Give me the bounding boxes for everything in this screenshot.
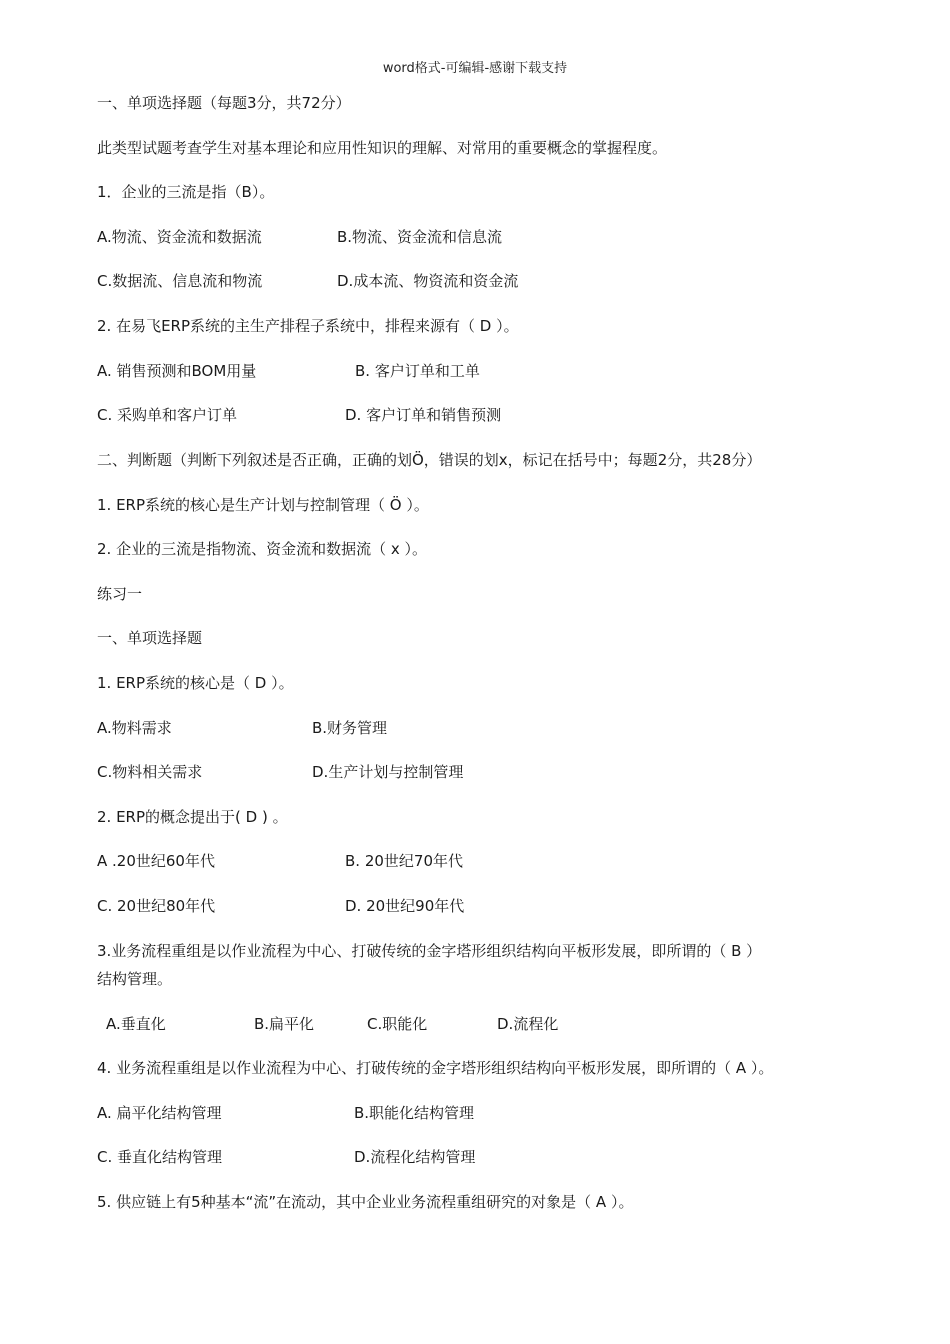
option-b: B. 客户订单和工单	[355, 362, 480, 380]
section1-title: 一、单项选择题（每题3分，共72分）	[97, 94, 351, 112]
option-d: D. 20世纪90年代	[345, 897, 465, 915]
option-d: D. 客户订单和销售预测	[345, 406, 502, 424]
practice-question-2-options-row1	[97, 851, 857, 871]
option-b: B.职能化结构管理	[354, 1104, 475, 1122]
practice-question-5: 5. 供应链上有5种基本“流”在流动，其中企业业务流程重组研究的对象是（ A ）。	[97, 1193, 634, 1211]
practice-section-title: 一、单项选择题	[97, 629, 203, 647]
true-false-1: 1. ERP系统的核心是生产计划与控制管理（ Ö ）。	[97, 496, 429, 514]
option-d: D.成本流、物资流和资金流	[337, 272, 519, 290]
option-c: C. 垂直化结构管理	[97, 1148, 223, 1166]
option-d: D.流程化结构管理	[354, 1148, 476, 1166]
practice-question-1-options-row1	[97, 718, 857, 738]
practice-question-2: 2. ERP的概念提出于( D ) 。	[97, 808, 288, 826]
option-d: D.生产计划与控制管理	[312, 763, 464, 781]
option-a: A.物料需求	[97, 719, 172, 737]
question-1-options-row1	[97, 227, 857, 247]
option-c: C.物料相关需求	[97, 763, 203, 781]
option-b: B. 20世纪70年代	[345, 852, 464, 870]
option-c: C. 采购单和客户订单	[97, 406, 238, 424]
option-a: A .20世纪60年代	[97, 852, 215, 870]
practice-question-3-line1: 3.业务流程重组是以作业流程为中心、打破传统的金字塔形组织结构向平板形发展，即所谓的（ B ）	[97, 942, 762, 960]
section1-intro: 此类型试题考查学生对基本理论和应用性知识的理解、对常用的重要概念的掌握程度。	[97, 139, 668, 157]
option-c: C.数据流、信息流和物流	[97, 272, 263, 290]
option-c: C. 20世纪80年代	[97, 897, 216, 915]
practice-question-4: 4. 业务流程重组是以作业流程为中心、打破传统的金字塔形组织结构向平板形发展，即所谓的（ A ）。	[97, 1059, 774, 1077]
practice-question-3-line2: 结构管理。	[97, 970, 173, 988]
question-2-options-row1	[97, 361, 857, 381]
option-a: A. 销售预测和BOM用量	[97, 362, 257, 380]
question-1: 1．企业的三流是指（B）。	[97, 183, 275, 201]
option-a: A.物流、资金流和数据流	[97, 228, 262, 246]
option-c: C.职能化	[367, 1015, 428, 1033]
true-false-2: 2. 企业的三流是指物流、资金流和数据流（ х ）。	[97, 540, 427, 558]
practice-question-1: 1. ERP系统的核心是（ D ）。	[97, 674, 294, 692]
option-b: B.物流、资金流和信息流	[337, 228, 503, 246]
option-d: D.流程化	[497, 1015, 559, 1033]
option-a: A. 扁平化结构管理	[97, 1104, 222, 1122]
practice-title: 练习一	[97, 585, 143, 603]
question-1-options-row2	[97, 271, 857, 291]
practice-question-1-options-row2	[97, 762, 857, 782]
question-2-options-row2	[97, 405, 857, 425]
section2-title: 二、判断题（判断下列叙述是否正确，正确的划Ö，错误的划х，标记在括号中；每题2分，共28分）	[97, 451, 762, 469]
practice-question-3-options	[97, 1014, 857, 1034]
question-2: 2. 在易飞ERP系统的主生产排程子系统中，排程来源有（ D ）。	[97, 317, 519, 335]
practice-question-4-options-row2	[97, 1147, 857, 1167]
option-b: B.扁平化	[254, 1015, 315, 1033]
option-a: A.垂直化	[106, 1015, 166, 1033]
practice-question-4-options-row1	[97, 1103, 857, 1123]
practice-question-2-options-row2	[97, 896, 857, 916]
option-b: B.财务管理	[312, 719, 388, 737]
page-header: word格式-可编辑-感谢下载支持	[382, 61, 568, 76]
